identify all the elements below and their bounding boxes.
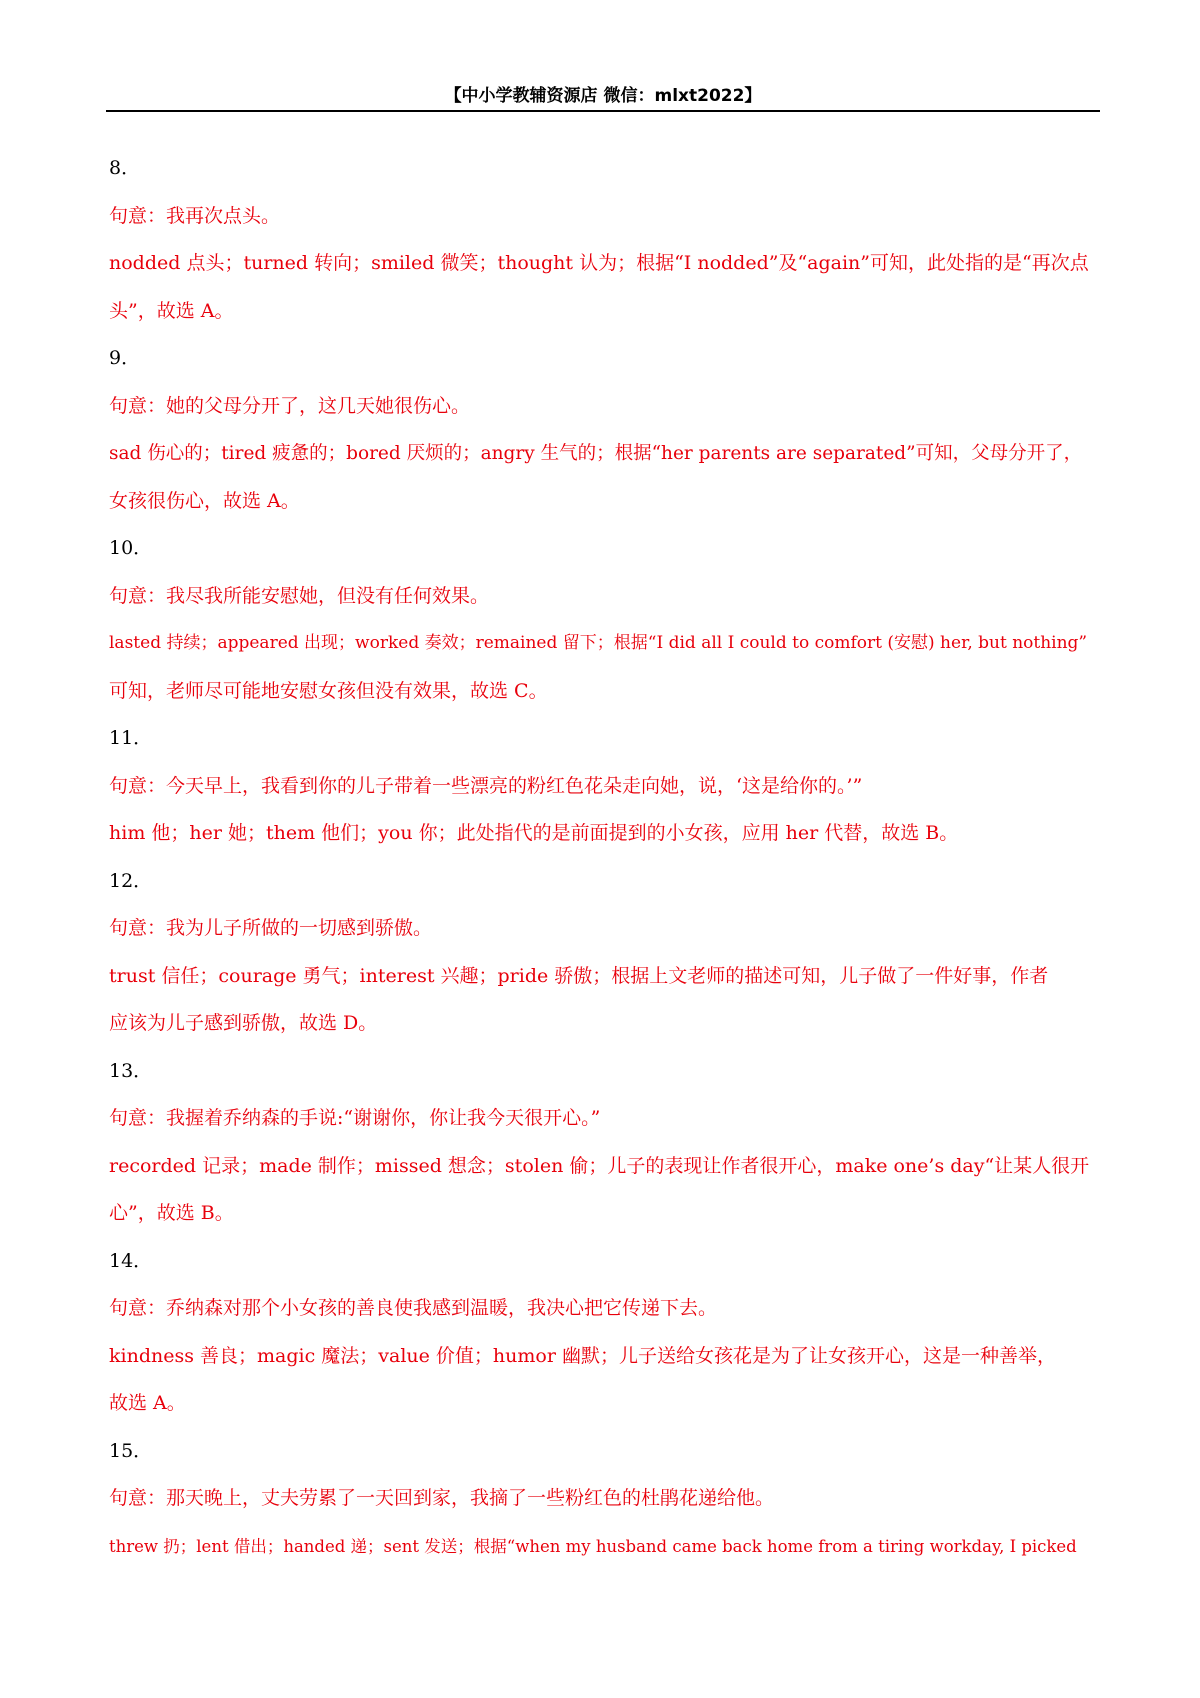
explanation-line: recorded 记录；made 制作；missed 想念；stolen 偷；儿子的表现让作者很开心，make one’s day“让某人很开 (109, 1154, 1090, 1177)
explanation-line: 应该为儿子感到骄傲，故选 D。 (109, 1012, 378, 1034)
explanation-line: nodded 点头；turned 转向；smiled 微笑；thought 认为；根据“I nodded”及“again”可知，此处指的是“再次点 (109, 252, 1089, 274)
sentence-meaning: 句意：我再次点头。 (109, 204, 281, 227)
question-number: 9． (109, 347, 141, 369)
question-number: 8． (109, 157, 141, 179)
explanation-line: 可知，老师尽可能地安慰女孩但没有效果，故选 C。 (109, 679, 548, 702)
sentence-meaning: 句意：我为儿子所做的一切感到骄傲。 (109, 917, 433, 939)
question-number: 11． (109, 727, 153, 749)
question-number: 14． (109, 1249, 153, 1272)
question-number: 10． (109, 537, 153, 559)
sentence-meaning: 句意：那天晚上，丈夫劳累了一天回到家，我摘了一些粉红色的杜鹃花递给他。 (109, 1487, 775, 1509)
explanation-line: sad 伤心的；tired 疲惫的；bored 厌烦的；angry 生气的；根据“her parents are separated”可知，父母分开了， (109, 443, 1083, 464)
explanation-line: trust 信任；courage 勇气；interest 兴趣；pride 骄傲；根据上文老师的描述可知，儿子做了一件好事，作者 (109, 964, 1049, 987)
sentence-meaning: 句意：今天早上，我看到你的儿子带着一些漂亮的粉红色花朵走向她，说，‘这是给你的。’” (109, 774, 863, 797)
header-rule (106, 110, 1100, 112)
sentence-meaning: 句意：乔纳森对那个小女孩的善良使我感到温暖，我决心把它传递下去。 (109, 1297, 718, 1319)
sentence-meaning: 句意：我尽我所能安慰她，但没有任何效果。 (109, 584, 490, 607)
explanation-line: 心”，故选 B。 (109, 1202, 234, 1224)
answer-explanations (109, 145, 1103, 1570)
question-number: 13． (109, 1059, 153, 1082)
question-number: 12． (109, 869, 153, 892)
page-header: 【中小学教辅资源店 微信：mlxt2022】 (444, 86, 762, 106)
explanation-line: him 他；her 她；them 他们；you 你；此处指代的是前面提到的小女孩，应用 her 代替，故选 B。 (109, 822, 959, 844)
explanation-line: 故选 A。 (109, 1392, 186, 1414)
explanation-line: kindness 善良；magic 魔法；value 价值；humor 幽默；儿子送给女孩花是为了让女孩开心，这是一种善举， (109, 1344, 1056, 1367)
explanation-line: lasted 持续；appeared 出现；worked 奏效；remained 留下；根据“I did all I could to comfort (安慰) her, but nothing” (109, 633, 1088, 653)
explanation-line: 女孩很伤心，故选 A。 (109, 489, 300, 512)
explanation-line: threw 扔；lent 借出；handed 递；sent 发送；根据“when my husband came back home from a tiring workday, I picked (109, 1536, 1077, 1556)
sentence-meaning: 句意：她的父母分开了，这几天她很伤心。 (109, 394, 471, 417)
question-number: 15． (109, 1439, 153, 1462)
explanation-line: 头”，故选 A。 (109, 299, 234, 322)
sentence-meaning: 句意：我握着乔纳森的手说:“谢谢你，你让我今天很开心。” (109, 1107, 601, 1129)
